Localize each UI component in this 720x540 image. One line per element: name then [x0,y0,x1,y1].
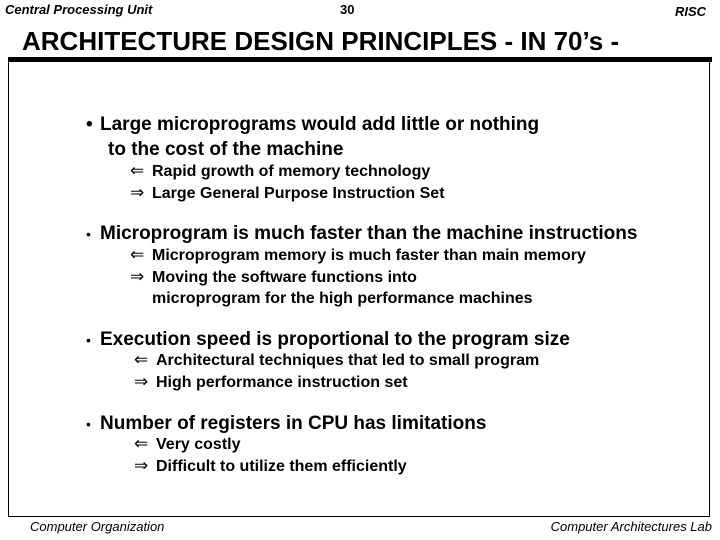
sub-item-text: Architectural techniques that led to small program [156,352,540,369]
header-topic: RISC [674,4,706,19]
right-arrow-icon: ⇒ [134,372,149,391]
left-arrow-icon: ⇐ [130,245,145,264]
right-arrow-icon: ⇒ [134,456,149,475]
bullet-text: Large microprograms would add little or nothing [100,114,540,135]
sub-item [130,244,586,309]
sub-item [134,433,407,477]
footer-course: Computer Organization [30,519,165,534]
bullet-item [86,112,539,162]
header-course-title: Central Processing Unit [5,2,153,17]
bullet-marker: • [86,226,91,242]
slide-title: ARCHITECTURE DESIGN PRINCIPLES - IN 70’s - [22,26,620,56]
sub-item-text: microprogram for the high performance machines [152,290,533,307]
bullet-marker: • [86,114,93,135]
right-arrow-icon: ⇒ [130,267,145,286]
left-arrow-icon: ⇐ [134,350,149,369]
sub-item-text: Microprogram memory is much faster than main memory [152,247,586,264]
right-arrow-icon: ⇒ [130,183,145,202]
left-arrow-icon: ⇐ [134,434,149,453]
bullet-marker: • [86,332,91,348]
sub-item [134,349,539,393]
sub-item-text: Large General Purpose Instruction Set [152,185,445,202]
sub-item-text: High performance instruction set [156,374,408,391]
sub-item-text: Difficult to utilize them efficiently [156,458,407,475]
sub-item-text: Moving the software functions into [152,269,417,286]
bullet-text: Execution speed is proportional to the program size [100,329,570,350]
sub-item-text: Very costly [156,436,241,453]
bullet-marker: • [86,416,91,432]
bullet-text-continued: to the cost of the machine [108,139,344,160]
bullet-text: Microprogram is much faster than the machine instructions [100,223,638,244]
footer-lab: Computer Architectures Lab [550,519,712,534]
sub-item-text: Rapid growth of memory technology [152,163,431,180]
page-number: 30 [340,2,355,17]
left-arrow-icon: ⇐ [130,161,145,180]
bullet-text: Number of registers in CPU has limitations [100,413,487,434]
sub-item [130,160,445,204]
